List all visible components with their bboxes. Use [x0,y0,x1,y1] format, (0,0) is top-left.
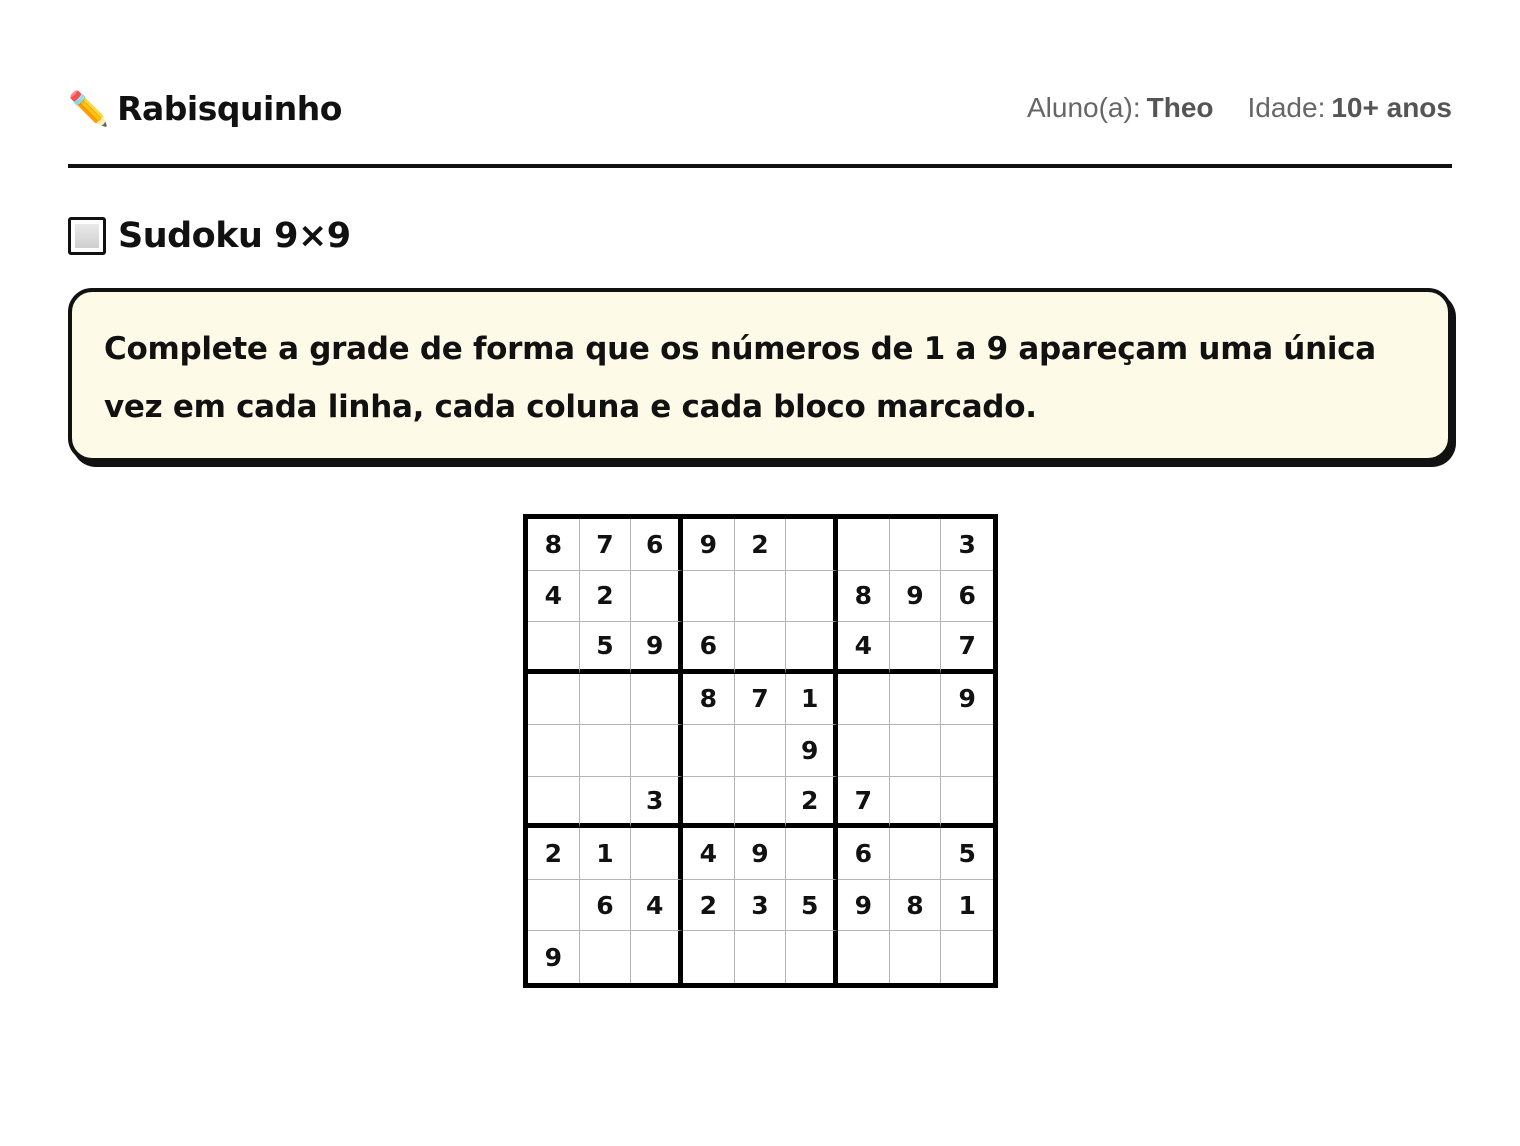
sudoku-cell[interactable]: 7 [941,622,993,674]
sudoku-cell[interactable]: 8 [528,519,580,571]
sudoku-cell[interactable]: 6 [941,571,993,623]
sudoku-cell[interactable] [890,674,942,726]
sudoku-cell[interactable]: 6 [631,519,683,571]
sudoku-cell[interactable]: 9 [631,622,683,674]
sudoku-cell[interactable] [941,777,993,829]
white-square-button-icon [68,217,106,255]
sudoku-cell[interactable]: 9 [786,725,838,777]
sudoku-cell[interactable]: 3 [941,519,993,571]
sudoku-cell[interactable] [941,931,993,983]
sudoku-cell[interactable]: 2 [528,828,580,880]
sudoku-cell[interactable] [786,519,838,571]
sudoku-cell[interactable] [580,777,632,829]
student-label: Aluno(a): [1026,92,1141,123]
sudoku-cell[interactable]: 4 [528,571,580,623]
sudoku-cell[interactable] [631,571,683,623]
sudoku-cell[interactable] [683,571,735,623]
sudoku-cell[interactable] [528,725,580,777]
sudoku-cell[interactable]: 9 [683,519,735,571]
instructions-text: Complete a grade de forma que os números de 1 a 9 apareçam uma única vez em cada linha, cada coluna e cada bloco marcado. [104,331,1376,425]
sudoku-cell[interactable] [735,777,787,829]
sudoku-cell[interactable] [890,519,942,571]
brand [68,89,342,128]
sudoku-cell[interactable]: 7 [838,777,890,829]
sudoku-cell[interactable]: 2 [786,777,838,829]
sudoku-cell[interactable]: 8 [683,674,735,726]
sudoku-cell[interactable]: 8 [890,880,942,932]
sudoku-cell[interactable]: 9 [941,674,993,726]
header [68,84,1452,132]
student-info [1027,92,1452,124]
sudoku-cell[interactable]: 7 [580,519,632,571]
sudoku-cell[interactable]: 6 [580,880,632,932]
sudoku-cell[interactable]: 6 [838,828,890,880]
sudoku-cell[interactable]: 1 [786,674,838,726]
sudoku-cell[interactable]: 1 [580,828,632,880]
sudoku-cell[interactable]: 4 [683,828,735,880]
sudoku-cell[interactable] [890,725,942,777]
sudoku-cell[interactable] [580,725,632,777]
sudoku-cell[interactable] [528,622,580,674]
brand-name: Rabisquinho [117,88,342,128]
sudoku-cell[interactable] [786,931,838,983]
sudoku-cell[interactable] [631,674,683,726]
sudoku-cell[interactable] [786,622,838,674]
sudoku-cell[interactable]: 9 [838,880,890,932]
sudoku-cell[interactable] [631,725,683,777]
sudoku-cell[interactable] [528,777,580,829]
sudoku-cell[interactable] [580,674,632,726]
pencil-icon: ✏️ [68,89,110,127]
sudoku-cell[interactable] [838,931,890,983]
sudoku-cell[interactable]: 9 [735,828,787,880]
age-value: 10+ anos [1331,92,1452,123]
sudoku-grid [523,514,998,988]
age-label: Idade: [1247,92,1326,123]
sudoku-cell[interactable] [735,725,787,777]
sudoku-cell[interactable]: 7 [735,674,787,726]
sudoku-cell[interactable]: 3 [631,777,683,829]
sudoku-cell[interactable] [631,931,683,983]
page-title: Sudoku 9×9 [118,216,351,256]
sudoku-cell[interactable] [838,725,890,777]
sudoku-cell[interactable]: 4 [838,622,890,674]
sudoku-cell[interactable]: 3 [735,880,787,932]
sudoku-cell[interactable] [683,777,735,829]
sudoku-cell[interactable]: 5 [580,622,632,674]
sudoku-cell[interactable]: 6 [683,622,735,674]
sudoku-cell[interactable] [890,622,942,674]
sudoku-cell[interactable]: 2 [580,571,632,623]
sudoku-cell[interactable] [838,674,890,726]
sudoku-cell[interactable] [890,828,942,880]
sudoku-cell[interactable]: 5 [786,880,838,932]
sudoku-cell[interactable] [631,828,683,880]
sudoku-cell[interactable] [735,571,787,623]
instructions-box [68,288,1452,462]
sudoku-cell[interactable]: 2 [683,880,735,932]
sudoku-cell[interactable] [786,571,838,623]
sudoku-cell[interactable] [786,828,838,880]
sudoku-cell[interactable] [941,725,993,777]
sudoku-cell[interactable] [683,931,735,983]
sudoku-cell[interactable] [528,674,580,726]
sudoku-cell[interactable]: 2 [735,519,787,571]
sudoku-cell[interactable] [735,622,787,674]
sudoku-cell[interactable] [838,519,890,571]
sudoku-cell[interactable]: 4 [631,880,683,932]
sudoku-cell[interactable]: 9 [890,571,942,623]
student-name: Theo [1146,92,1214,123]
sudoku-cell[interactable] [890,777,942,829]
sudoku-cell[interactable]: 5 [941,828,993,880]
sudoku-cell[interactable] [683,725,735,777]
header-divider [68,164,1452,168]
sudoku-cell[interactable] [580,931,632,983]
sudoku-cell[interactable] [735,931,787,983]
sudoku-cell[interactable]: 1 [941,880,993,932]
section-title [68,214,351,258]
sudoku-cell[interactable] [528,880,580,932]
sudoku-cell[interactable] [890,931,942,983]
sudoku-cell[interactable]: 8 [838,571,890,623]
sudoku-cell[interactable]: 9 [528,931,580,983]
